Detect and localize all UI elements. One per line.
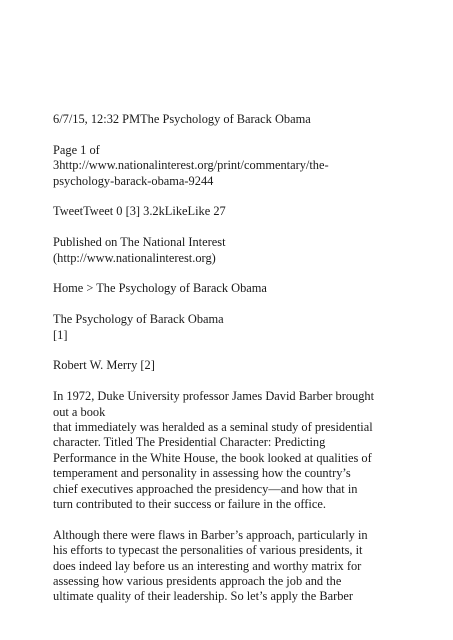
article-title [53, 312, 413, 343]
paragraph-1 [53, 389, 413, 512]
text-line: character. Titled The Presidential Character: Predicting [53, 435, 326, 450]
text-line: that immediately was heralded as a seminal study of presidential [53, 420, 373, 435]
text-line: out a book [53, 404, 106, 419]
text-line: temperament and personality in assessing how the country’s [53, 466, 351, 481]
text-line: turn contributed to their success or failure in the office. [53, 497, 326, 512]
text-line: Performance in the White House, the book looked at qualities of [53, 450, 372, 465]
text-line: In 1972, Duke University professor James David Barber brought [53, 389, 375, 404]
published-on [53, 235, 413, 266]
published-url: (http://www.nationalinterest.org) [53, 250, 216, 265]
paragraph-2 [53, 528, 413, 605]
text-line: Although there were flaws in Barber’s approach, particularly in [53, 527, 368, 542]
text-line: assessing how various presidents approach the job and the [53, 574, 342, 589]
page-info-url-cont: psychology-barack-obama-9244 [53, 173, 214, 188]
page-info-line: Page 1 of [53, 142, 100, 157]
page-info-url: 3http://www.nationalinterest.org/print/commentary/the- [53, 158, 329, 173]
author-line: Robert W. Merry [2] [53, 358, 155, 373]
title-ref: [1] [53, 327, 68, 342]
text-line: chief executives approached the presidency—and how that in [53, 481, 358, 496]
social-counts: TweetTweet 0 [3] 3.2kLikeLike 27 [53, 204, 226, 219]
text-line: does indeed lay before us an interesting and worthy matrix for [53, 558, 362, 573]
text-line: ultimate quality of their leadership. So let’s apply the Barber [53, 589, 354, 604]
text-line: his efforts to typecast the personalities of various presidents, it [53, 543, 363, 558]
breadcrumb: Home > The Psychology of Barack Obama [53, 281, 267, 296]
title-text: The Psychology of Barack Obama [53, 312, 224, 327]
published-line: Published on The National Interest [53, 235, 226, 250]
document-body [53, 112, 413, 620]
header-line: 6/7/15, 12:32 PMThe Psychology of Barack Obama [53, 112, 311, 126]
page-info [53, 143, 413, 189]
